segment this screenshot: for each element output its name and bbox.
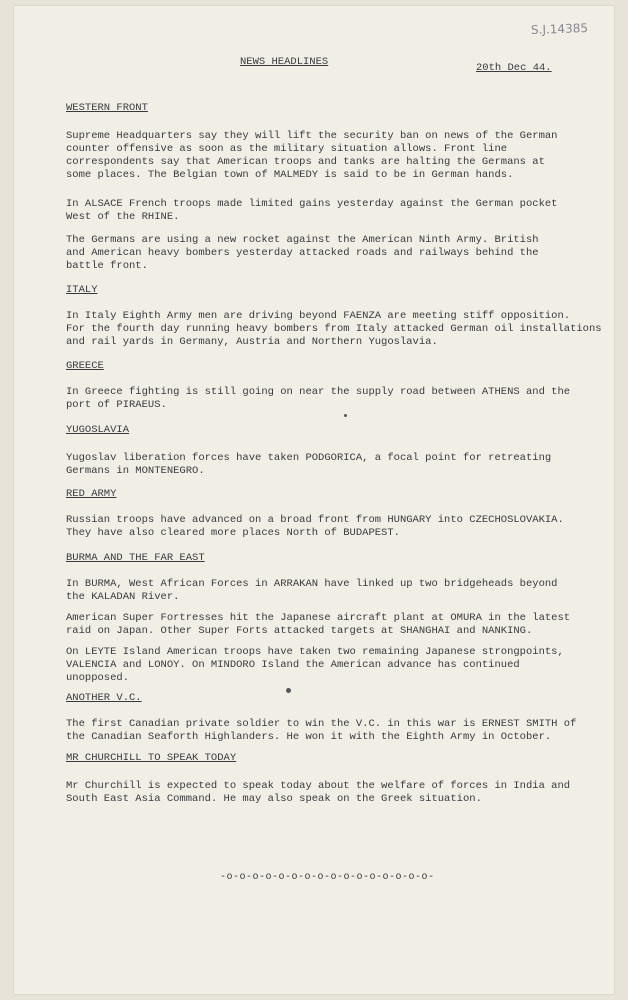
reference-number: S.J.14385 <box>530 21 589 37</box>
section-heading-italy: ITALY <box>66 284 98 296</box>
paragraph-burma-1: In BURMA, West African Forces in ARRAKAN have linked up two bridgeheads beyond the KALADAN River. <box>66 578 558 603</box>
paragraph-burma-2: American Super Fortresses hit the Japanese aircraft plant at OMURA in the latest raid on Japan. Other Super Forts attacked targets at SHANGHAI and NANKING. <box>66 612 571 637</box>
paragraph-greece-1: In Greece fighting is still going on near the supply road between ATHENS and the port of PIRAEUS. <box>66 386 571 411</box>
ink-mark <box>286 688 291 693</box>
section-heading-churchill: MR CHURCHILL TO SPEAK TODAY <box>66 752 237 764</box>
section-heading-burma-far-east: BURMA AND THE FAR EAST <box>66 552 205 564</box>
paragraph-western-front-3: The Germans are using a new rocket against the American Ninth Army. British and American heavy bombers yesterday attacked roads and railways behind the battle front. <box>66 234 539 272</box>
section-heading-yugoslavia: YUGOSLAVIA <box>66 424 130 436</box>
section-heading-red-army: RED ARMY <box>66 488 117 500</box>
section-heading-greece: GREECE <box>66 360 104 372</box>
document-page <box>14 6 614 994</box>
section-heading-western-front: WESTERN FRONT <box>66 102 148 114</box>
section-heading-another-vc: ANOTHER V.C. <box>66 692 142 704</box>
paragraph-yugoslavia-1: Yugoslav liberation forces have taken PODGORICA, a focal point for retreating Germans in MONTENEGRO. <box>66 452 552 477</box>
paragraph-red-army-1: Russian troops have advanced on a broad front from HUNGARY into CZECHOSLOVAKIA. They have also cleared more places North of BUDAPEST. <box>66 514 564 539</box>
document-title: NEWS HEADLINES <box>240 56 329 68</box>
paragraph-western-front-2: In ALSACE French troops made limited gains yesterday against the German pocket West of the RHINE. <box>66 198 558 223</box>
paragraph-churchill-1: Mr Churchill is expected to speak today about the welfare of forces in India and South East Asia Command. He may also speak on the Greek situation. <box>66 780 571 805</box>
paragraph-another-vc-1: The first Canadian private soldier to win the V.C. in this war is ERNEST SMITH of the Canadian Seaforth Highlanders. He won it with the Eighth Army in October. <box>66 718 577 743</box>
paragraph-italy-1: In Italy Eighth Army men are driving beyond FAENZA are meeting stiff opposition. For the fourth day running heavy bombers from Italy attacked German oil installations and rail yards in Germany, Austria and Northern Yugoslavia. <box>66 310 602 348</box>
document-date: 20th Dec 44. <box>476 62 552 74</box>
ink-mark <box>344 414 347 417</box>
paragraph-burma-3: On LEYTE Island American troops have taken two remaining Japanese strongpoints, VALENCIA and LONOY. On MINDORO Island the American advance has continued unopposed. <box>66 646 564 684</box>
paragraph-western-front-1: Supreme Headquarters say they will lift the security ban on news of the German counter offensive as soon as the military situation allows. Front line correspondents say that American troops and tanks are halting the Germans at some places. The Belgian town of MALMEDY is said to be in German hands. <box>66 130 558 181</box>
footer-divider: -o-o-o-o-o-o-o-o-o-o-o-o-o-o-o-o- <box>220 872 435 883</box>
